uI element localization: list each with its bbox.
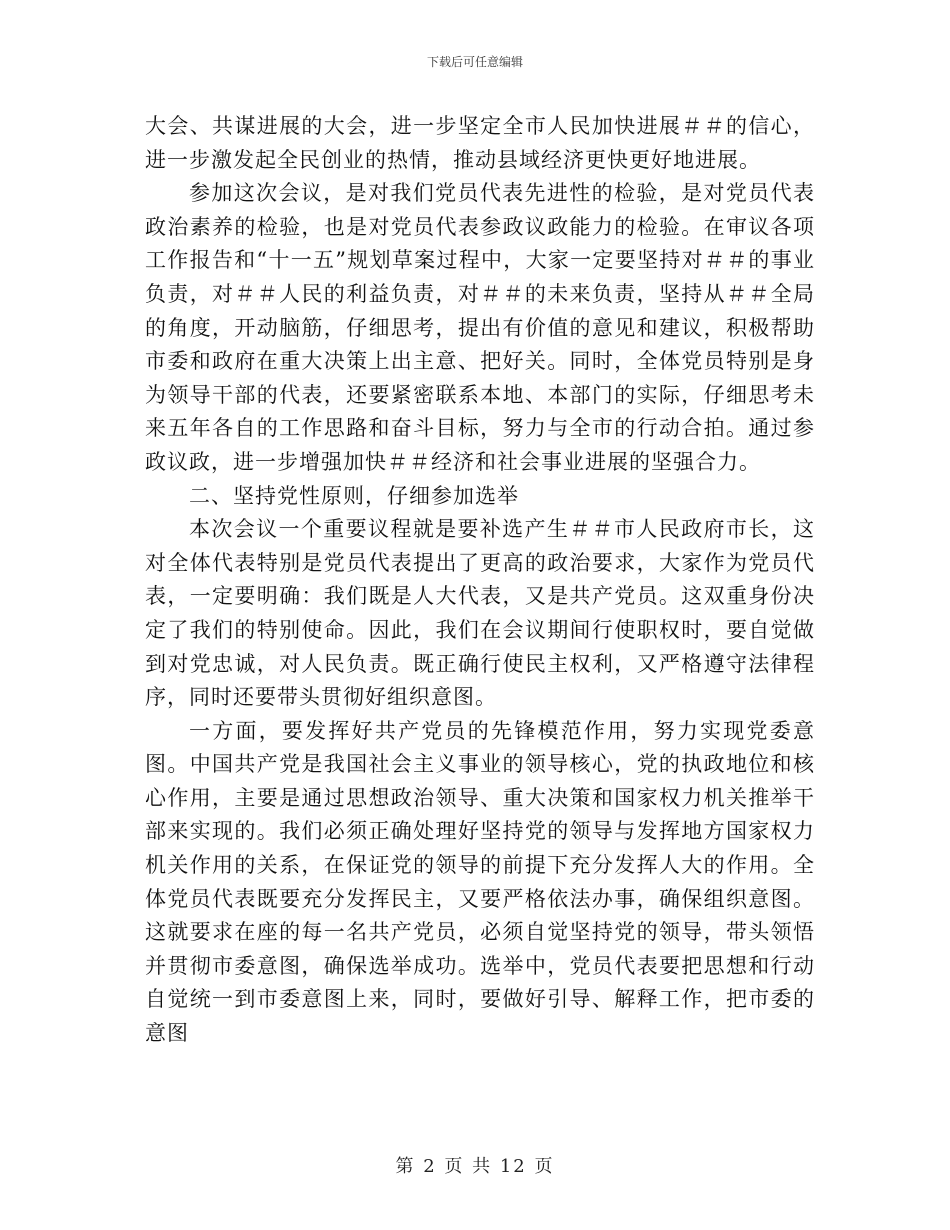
document-body — [145, 110, 815, 1051]
page-number: 第 2 页 共 12 页 — [395, 1156, 555, 1177]
paragraph-vanguard-role: 一方面，要发挥好共产党员的先锋模范作用，努力实现党委意图。中国共产党是我国社会主义事业的领导核心，党的执政地位和核心作用，主要是通过思想政治领导、重大决策和国家权力机关推举干部来实现的。我们必须正确处理好坚持党的领导与发挥地方国家权力机关作用的关系，在保证党的领导的前提下充分发挥人大的作用。全体党员代表既要充分发挥民主，又要严格依法办事，确保组织意图。这就要求在座的每一名共产党员，必须自觉坚持党的领导，带头领悟并贯彻市委意图，确保选举成功。选举中，党员代表要把思想和行动自觉统一到市委意图上来，同时，要做好引导、解释工作，把市委的意图 — [145, 718, 815, 1046]
page-header-note: 下载后可任意编辑 — [426, 55, 523, 69]
paragraph-continuation: 大会、共谋进展的大会，进一步坚定全市人民加快进展＃＃的信心，进一步激发起全民创业的热情，推动县域经济更快更好地进展。 — [145, 114, 815, 172]
paragraph-participation: 参加这次会议，是对我们党员代表先进性的检验，是对党员代表政治素养的检验，也是对党员代表参政议政能力的检验。在审议各项工作报告和“十一五”规划草案过程中，大家一定要坚持对＃＃的事业负责，对＃＃人民的利益负责，对＃＃的未来负责，坚持从＃＃全局的角度，开动脑筋，仔细思考，提出有价值的意见和建议，积极帮助市委和政府在重大决策上出主意、把好关。同时，全体党员特别是身为领导干部的代表，还要紧密联系本地、本部门的实际，仔细思考未来五年各自的工作思路和奋斗目标，努力与全市的行动合拍。通过参政议政，进一步增强加快＃＃经济和社会事业进展的坚强合力。 — [145, 181, 815, 474]
paragraph-election-agenda: 本次会议一个重要议程就是要补选产生＃＃市人民政府市长，这对全体代表特别是党员代表提出了更高的政治要求，大家作为党员代表，一定要明确：我们既是人大代表，又是共产党员。这双重身份决定了我们的特别使命。因此，我们在会议期间行使职权时，要自觉做到对党忠诚，对人民负责。既正确行使民主权利，又严格遵守法律程序，同时还要带头贯彻好组织意图。 — [145, 517, 815, 710]
section-heading-2: 二、坚持党性原则，仔细参加选举 — [189, 483, 519, 508]
